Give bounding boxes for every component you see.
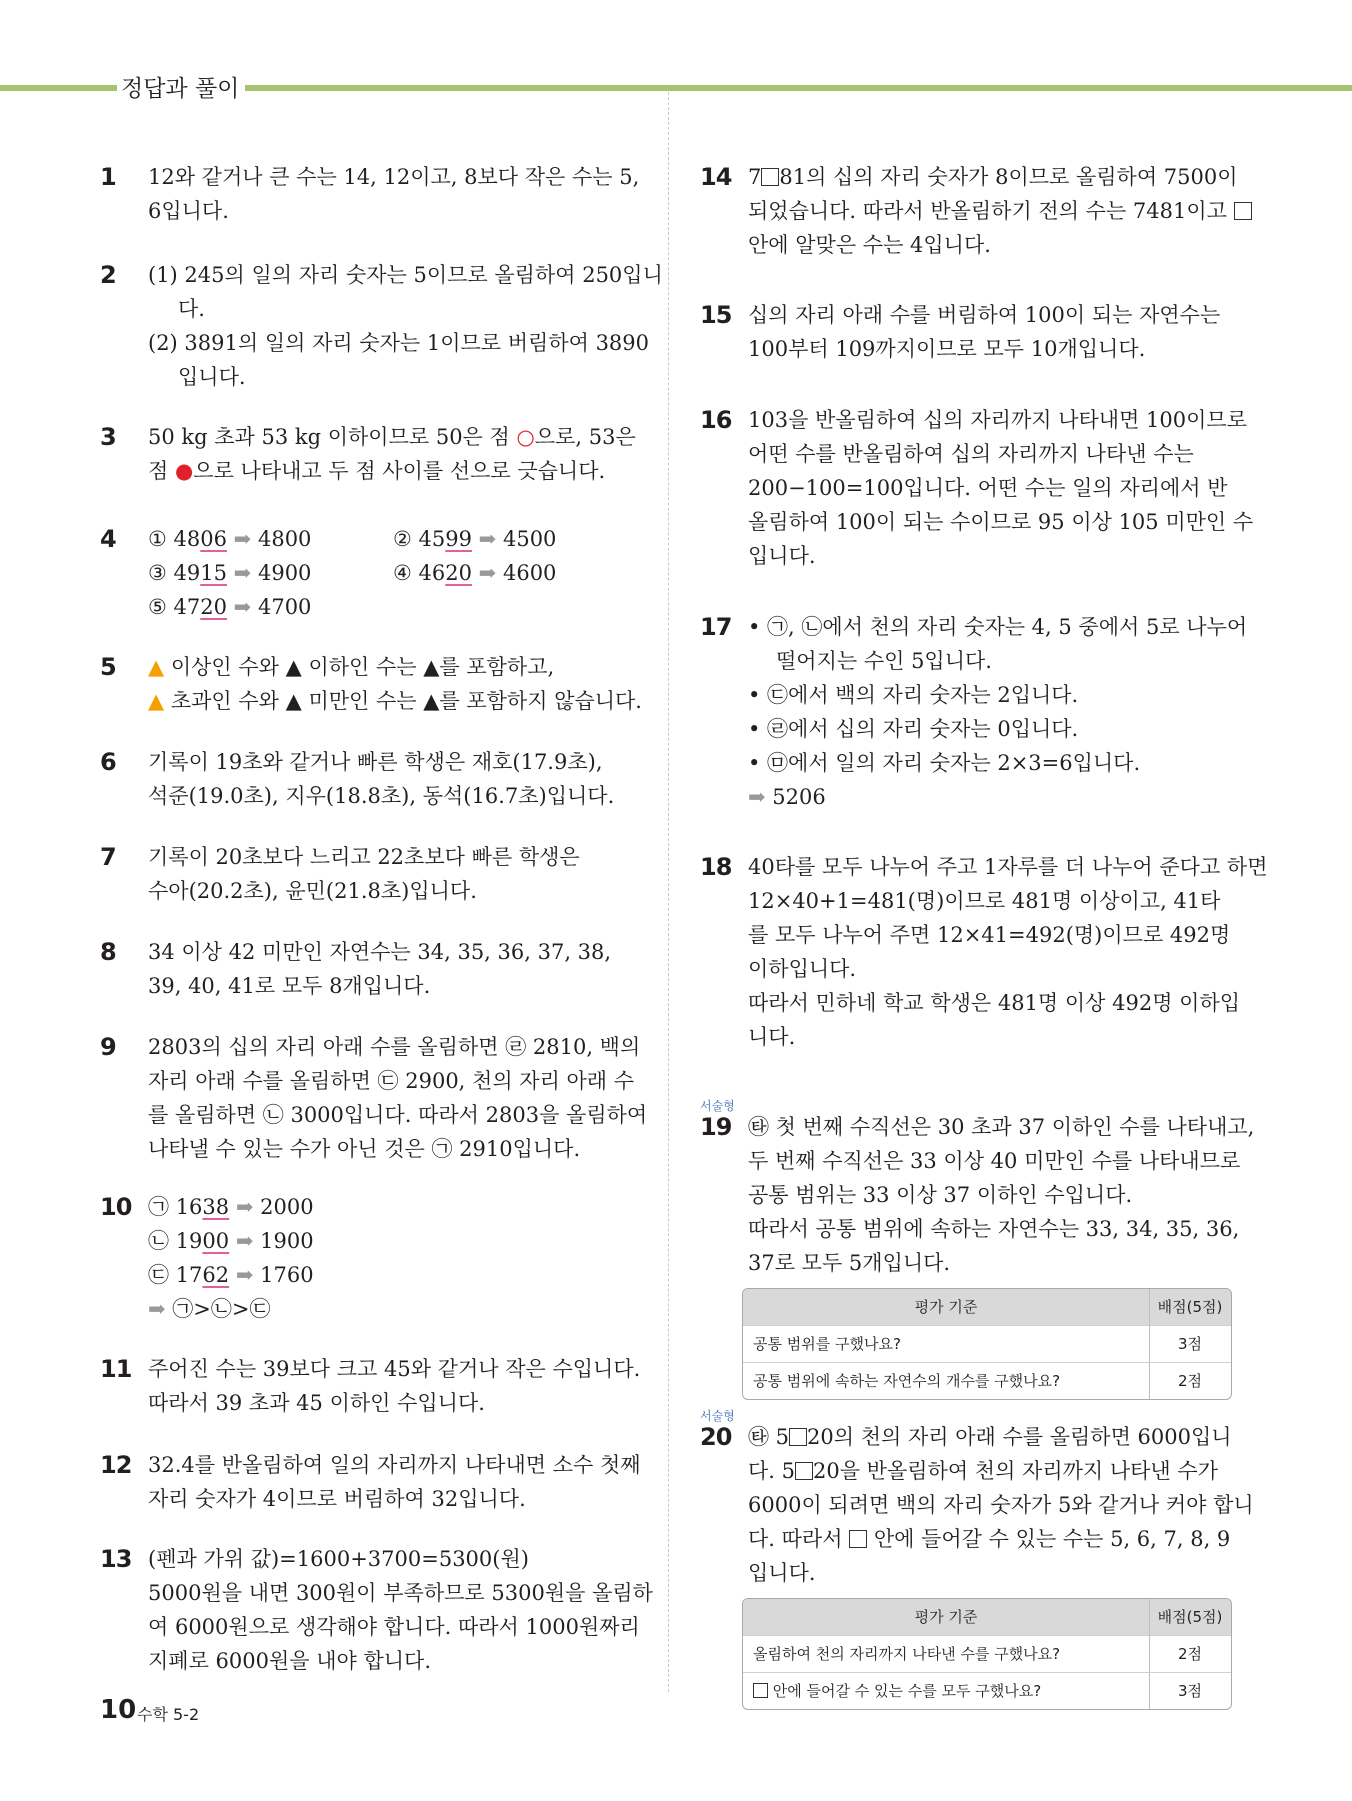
item-label: ㉢ — [148, 1263, 176, 1287]
problem-18 — [700, 850, 1268, 1054]
triangle-icon: ▲ — [148, 655, 165, 679]
text-line — [748, 1454, 1235, 1488]
result-number: 1760 — [260, 1263, 314, 1287]
blank-box-icon — [795, 1462, 813, 1480]
item-label: ㉠ — [148, 1195, 176, 1219]
page-number: 10 — [100, 1695, 137, 1725]
text-line — [148, 454, 635, 488]
problem-number: 9 — [100, 1033, 116, 1061]
number-part: 19 — [175, 1229, 203, 1253]
header-rule-left — [0, 85, 120, 91]
bullet-line: • ㉤에서 일의 자리 숫자는 2×3=6입니다. — [748, 751, 1141, 775]
problem-number: 16 — [700, 406, 732, 434]
text-line: 200−100=100입니다. 어떤 수는 일의 자리에서 반 — [748, 476, 1228, 500]
problem-8 — [100, 935, 635, 1003]
underlined-digits: 38 — [202, 1195, 230, 1219]
text-line: 여 6000원으로 생각해야 합니다. 따라서 1000원짜리 — [148, 1615, 640, 1639]
problem-10 — [100, 1190, 635, 1326]
text-line — [748, 780, 1235, 814]
text-span: 50 kg 초과 53 kg 이하이므로 50은 점 — [148, 425, 517, 449]
header-points: 배점(5점) — [1149, 1289, 1231, 1325]
points-cell: 2점 — [1149, 1635, 1231, 1672]
text-span: 이상인 수와 ▲ 이하인 수는 ▲를 포함하고, — [170, 655, 555, 679]
blank-box-icon — [1234, 202, 1252, 220]
text-line: 기록이 19초와 같거나 빠른 학생은 재호(17.9초), — [148, 750, 603, 774]
problem-16 — [700, 403, 1254, 573]
problem-number: 19 — [700, 1113, 732, 1141]
descriptive-badge: 서술형 — [700, 1099, 735, 1113]
rounding-item — [148, 556, 393, 590]
scoring-table — [742, 1288, 1232, 1400]
text-line: 수아(20.2초), 윤민(21.8초)입니다. — [148, 879, 477, 903]
table-row — [743, 1325, 1231, 1362]
problem-17 — [700, 610, 1248, 814]
comparison-result: ㉠>㉡>㉢ — [172, 1297, 271, 1321]
table-header-row — [743, 1599, 1231, 1635]
text-line: 34 이상 42 미만인 자연수는 34, 35, 36, 37, 38, — [148, 940, 612, 964]
text-line: (2) 3891의 일의 자리 숫자는 1이므로 버림하여 3890 — [148, 331, 650, 355]
text-line: 32.4를 반올림하여 일의 자리까지 나타내면 소수 첫째 — [148, 1453, 641, 1477]
result-number: 4500 — [502, 527, 557, 551]
text-line: 이하입니다. — [748, 957, 857, 981]
result-number: 2000 — [260, 1195, 314, 1219]
problem-number: 14 — [700, 163, 732, 191]
text-line: 자리 숫자가 4이므로 버림하여 32입니다. — [148, 1487, 526, 1511]
result-number: 4700 — [257, 595, 312, 619]
criteria-cell: 올림하여 천의 자리까지 나타낸 수를 구했나요? — [743, 1635, 1149, 1672]
problem-5 — [100, 650, 642, 718]
text-line: 12와 같거나 큰 수는 14, 12이고, 8보다 작은 수는 5, — [148, 165, 640, 189]
text-span: 초과인 수와 ▲ 미만인 수는 ▲를 포함하지 않습니다. — [170, 689, 642, 713]
problem-number: 6 — [100, 748, 116, 776]
problem-15 — [700, 298, 1235, 366]
number-part: 45 — [418, 527, 446, 551]
text-line: 어떤 수를 반올림하여 십의 자리까지 나타낸 수는 — [748, 442, 1194, 466]
text-line: 를 모두 나누어 주면 12×41=492(명)이므로 492명 — [748, 923, 1231, 947]
answer-value: 5206 — [772, 785, 826, 809]
text-line: 5000원을 내면 300원이 부족하므로 5300원을 올림하 — [148, 1581, 653, 1605]
text-line: 입니다. — [748, 1561, 816, 1585]
problem-number: 20 — [700, 1423, 732, 1451]
text-span: 다. 5 — [748, 1459, 795, 1483]
bullet-line: • ㉣에서 십의 자리 숫자는 0입니다. — [748, 717, 1079, 741]
item-label: ② — [393, 527, 419, 551]
problem-1 — [100, 160, 640, 228]
points-cell: 2점 — [1149, 1362, 1231, 1399]
text-line — [148, 684, 642, 718]
table-header-row — [743, 1289, 1231, 1325]
problem-9 — [100, 1030, 648, 1166]
number-part: 46 — [418, 561, 446, 585]
text-span: 되었습니다. 따라서 반올림하기 전의 수는 7481이고 — [748, 199, 1234, 223]
text-line: 39, 40, 41로 모두 8개입니다. — [148, 974, 431, 998]
bullet-line: • ㉢에서 백의 자리 숫자는 2입니다. — [748, 683, 1079, 707]
text-line — [148, 650, 635, 684]
number-part: 49 — [173, 561, 201, 585]
underlined-digits: 62 — [202, 1263, 230, 1287]
footer-subject: 수학 5-2 — [137, 1705, 200, 1724]
open-circle-icon: ○ — [516, 425, 535, 449]
problem-number: 11 — [100, 1355, 132, 1383]
text-span: 다. 따라서 — [748, 1527, 850, 1551]
blank-box-icon — [761, 168, 779, 186]
rounding-item — [148, 522, 393, 556]
problem-number: 13 — [100, 1545, 132, 1573]
text-line: 따라서 민하네 학교 학생은 481명 이상 492명 이하입 — [748, 991, 1241, 1015]
text-line — [148, 1292, 635, 1326]
filled-circle-icon: ● — [174, 459, 194, 483]
arrow-right-icon: ➡ — [748, 785, 766, 809]
result-number: 4800 — [257, 527, 312, 551]
item-label: ④ — [393, 561, 419, 585]
text-line: 입니다. — [748, 544, 816, 568]
text-line: 공통 범위는 33 이상 37 이하인 수입니다. — [748, 1183, 1133, 1207]
text-line: 안에 알맞은 수는 4입니다. — [748, 233, 991, 257]
arrow-right-icon: ➡ — [235, 1195, 254, 1219]
underlined-digits: 99 — [445, 527, 472, 551]
rounding-item — [393, 522, 638, 556]
problem-number: 18 — [700, 853, 732, 881]
blank-box-icon — [789, 1428, 807, 1446]
underlined-digits: 15 — [200, 561, 227, 585]
text-line — [748, 1522, 1235, 1556]
text-span: 안에 들어갈 수 있는 수는 5, 6, 7, 8, 9 — [867, 1527, 1231, 1551]
text-line: 따라서 공통 범위에 속하는 자연수는 33, 34, 35, 36, — [748, 1217, 1240, 1241]
rounding-item — [148, 590, 393, 624]
text-line: 석준(19.0초), 지우(18.8초), 동석(16.7초)입니다. — [148, 784, 615, 808]
text-line: 따라서 39 초과 45 이하인 수입니다. — [148, 1391, 485, 1415]
arrow-right-icon: ➡ — [233, 561, 252, 585]
result-number: 4600 — [502, 561, 557, 585]
header-points: 배점(5점) — [1149, 1599, 1231, 1635]
scoring-table — [742, 1598, 1232, 1710]
text-span: 으로 나타내고 두 점 사이를 선으로 긋습니다. — [193, 459, 606, 483]
text-line: 자리 아래 수를 올림하면 ㉢ 2900, 천의 자리 아래 수 — [148, 1069, 635, 1093]
problem-11 — [100, 1352, 641, 1420]
table-row — [743, 1362, 1231, 1399]
problem-number: 2 — [100, 261, 116, 289]
item-label: ㉡ — [148, 1229, 176, 1253]
text-span: ㉹ 5 — [748, 1425, 790, 1449]
header-criteria: 평가 기준 — [743, 1289, 1149, 1325]
text-line: ㉹ 첫 번째 수직선은 30 초과 37 이하인 수를 나타내고, — [748, 1115, 1255, 1139]
result-number: 1900 — [260, 1229, 314, 1253]
problem-number: 7 — [100, 843, 116, 871]
text-line: 니다. — [748, 1025, 796, 1049]
table-row — [743, 1635, 1231, 1672]
text-span: 으로, 53은 — [534, 425, 636, 449]
arrow-right-icon: ➡ — [478, 527, 497, 551]
text-span: 81의 십의 자리 숫자가 8이므로 올림하여 7500이 — [779, 165, 1238, 189]
text-line: 올림하여 100이 되는 수이므로 95 이상 105 미만인 수 — [748, 510, 1254, 534]
triangle-icon: ▲ — [148, 689, 165, 713]
text-line: 2803의 십의 자리 아래 수를 올림하면 ㉣ 2810, 백의 — [148, 1035, 641, 1059]
problem-number: 12 — [100, 1451, 132, 1479]
text-line: 떨어지는 수인 5입니다. — [776, 649, 992, 673]
arrow-right-icon: ➡ — [478, 561, 497, 585]
problem-number: 4 — [100, 525, 116, 553]
header-criteria: 평가 기준 — [743, 1599, 1149, 1635]
table-row — [743, 1672, 1231, 1709]
text-line: 십의 자리 아래 수를 버림하여 100이 되는 자연수는 — [748, 303, 1221, 327]
text-line: 100부터 109까지이므로 모두 10개입니다. — [748, 337, 1146, 361]
criteria-text: 안에 들어갈 수 있는 수를 모두 구했나요? — [768, 1682, 1042, 1700]
text-line: 다. — [178, 297, 205, 321]
rounding-item — [148, 1224, 635, 1258]
problem-number: 8 — [100, 938, 116, 966]
points-cell: 3점 — [1149, 1325, 1231, 1362]
arrow-right-icon: ➡ — [233, 595, 252, 619]
text-span: 7 — [748, 165, 762, 189]
criteria-cell: 공통 범위에 속하는 자연수의 개수를 구했나요? — [743, 1362, 1149, 1399]
problem-number: 15 — [700, 301, 732, 329]
item-label: ① — [148, 527, 174, 551]
page-header-title: 정답과 풀이 — [117, 70, 243, 103]
rounding-item — [148, 1190, 635, 1224]
text-line — [748, 194, 1235, 228]
text-span: 20을 반올림하여 천의 자리까지 나타낸 수가 — [813, 1459, 1218, 1483]
problem-12 — [100, 1448, 641, 1516]
underlined-digits: 20 — [445, 561, 472, 585]
rounding-item — [148, 1258, 635, 1292]
arrow-right-icon: ➡ — [233, 527, 252, 551]
underlined-digits: 06 — [200, 527, 227, 551]
blank-box-icon — [849, 1530, 867, 1548]
text-line: 6000이 되려면 백의 자리 숫자가 5와 같거나 커야 합니 — [748, 1493, 1254, 1517]
text-span: 20의 천의 자리 아래 수를 올림하면 6000입니 — [807, 1425, 1232, 1449]
text-line: 주어진 수는 39보다 크고 45와 같거나 작은 수입니다. — [148, 1357, 641, 1381]
item-label: ③ — [148, 561, 174, 585]
text-line: (펜과 가위 값)=1600+3700=5300(원) — [148, 1547, 529, 1571]
arrow-right-icon: ➡ — [235, 1229, 254, 1253]
blank-box-icon — [753, 1683, 768, 1698]
column-divider — [668, 92, 669, 1692]
text-line: 6입니다. — [148, 199, 229, 223]
text-line: 기록이 20초보다 느리고 22초보다 빠른 학생은 — [148, 845, 580, 869]
number-part: 47 — [173, 595, 201, 619]
result-number: 4900 — [257, 561, 312, 585]
text-line: 지폐로 6000원을 내야 합니다. — [148, 1649, 432, 1673]
text-line: 37로 모두 5개입니다. — [748, 1251, 951, 1275]
underlined-digits: 00 — [202, 1229, 230, 1253]
text-line: 나타낼 수 있는 수가 아닌 것은 ㉠ 2910입니다. — [148, 1137, 581, 1161]
problem-6 — [100, 745, 635, 813]
problem-19 — [700, 1099, 1255, 1400]
problem-13 — [100, 1542, 653, 1678]
bullet-line: • ㉠, ㉡에서 천의 자리 숫자는 4, 5 중에서 5로 나누어 — [748, 615, 1248, 639]
text-line: 103을 반올림하여 십의 자리까지 나타내면 100이므로 — [748, 408, 1247, 432]
arrow-right-icon: ➡ — [148, 1297, 166, 1321]
text-line: (1) 245의 일의 자리 숫자는 5이므로 올림하여 250입니 — [148, 263, 663, 287]
problem-number: 1 — [100, 163, 116, 191]
text-span: 점 — [148, 459, 175, 483]
problem-3 — [100, 420, 635, 488]
text-line — [748, 160, 1238, 194]
header-rule-right — [245, 85, 1352, 91]
problem-14 — [700, 160, 1238, 262]
text-line: 40타를 모두 나누어 주고 1자루를 더 나누어 준다고 하면 — [748, 855, 1268, 879]
arrow-right-icon: ➡ — [235, 1263, 254, 1287]
problem-4 — [100, 522, 635, 624]
problem-number: 5 — [100, 653, 116, 681]
problem-number: 3 — [100, 423, 116, 451]
number-part: 17 — [175, 1263, 203, 1287]
problem-number: 10 — [100, 1193, 132, 1221]
text-line — [148, 420, 635, 454]
criteria-cell — [743, 1672, 1149, 1709]
item-label: ⑤ — [148, 595, 174, 619]
number-part: 16 — [175, 1195, 203, 1219]
problem-20 — [700, 1409, 1254, 1710]
underlined-digits: 20 — [200, 595, 227, 619]
descriptive-badge: 서술형 — [700, 1409, 735, 1423]
text-line — [748, 1420, 1235, 1454]
points-cell: 3점 — [1149, 1672, 1231, 1709]
text-line: 를 올림하면 ㉡ 3000입니다. 따라서 2803을 올림하여 — [148, 1103, 648, 1127]
rounding-item — [393, 556, 638, 590]
problem-2 — [100, 258, 663, 394]
number-part: 48 — [173, 527, 201, 551]
text-line: 12×40+1=481(명)이므로 481명 이상이고, 41타 — [748, 889, 1221, 913]
problem-number: 17 — [700, 613, 732, 641]
problem-7 — [100, 840, 635, 908]
text-line: 두 번째 수직선은 33 이상 40 미만인 수를 나타내므로 — [748, 1149, 1241, 1173]
text-line: 입니다. — [178, 365, 246, 389]
criteria-cell: 공통 범위를 구했나요? — [743, 1325, 1149, 1362]
